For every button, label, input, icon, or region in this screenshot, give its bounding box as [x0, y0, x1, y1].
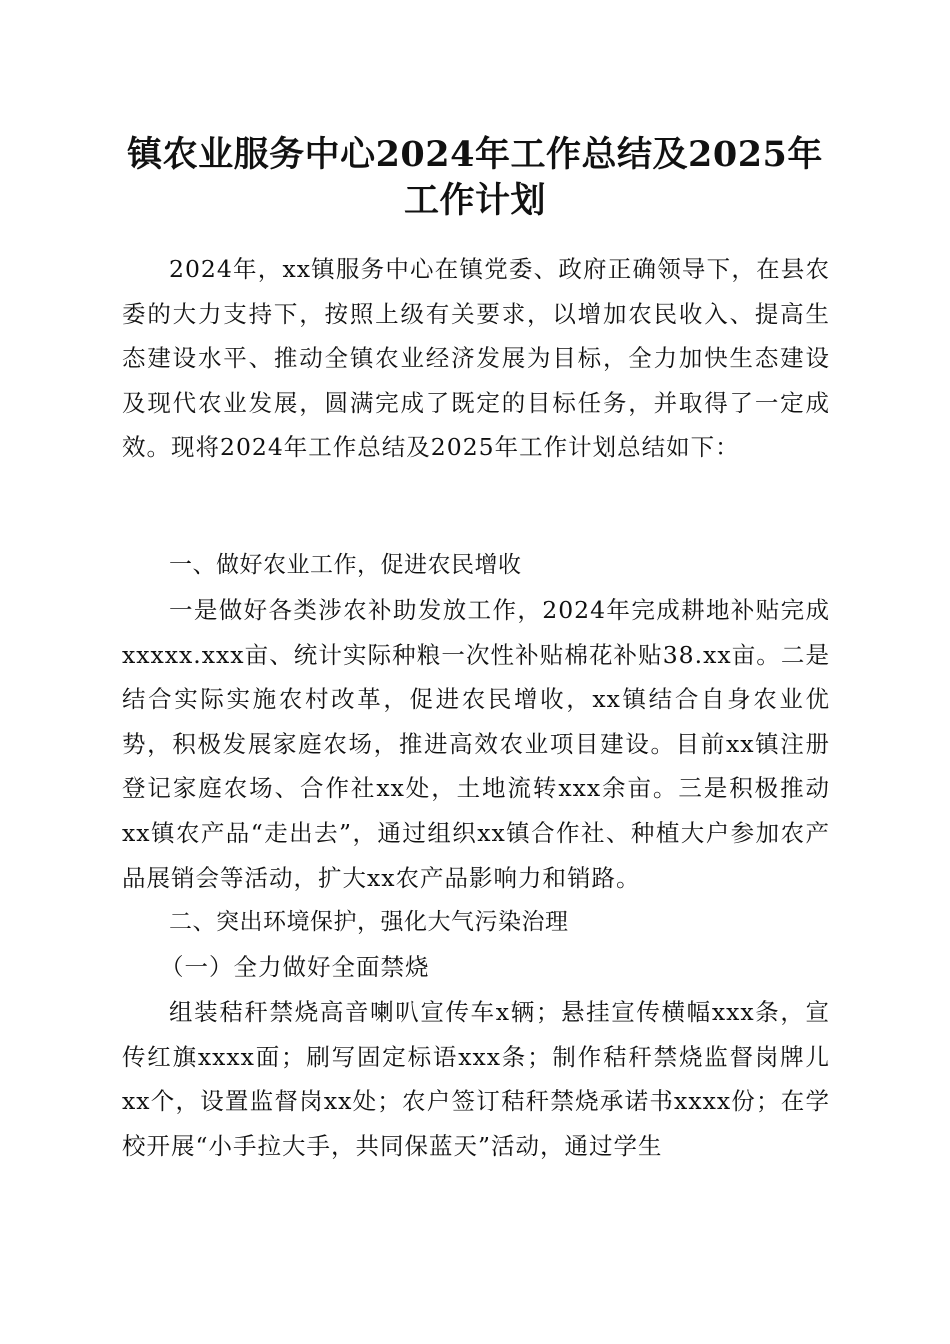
section-2-heading: 二、突出环境保护，强化大气污染治理: [169, 909, 569, 935]
intro-paragraph: 2024年，xx镇服务中心在镇党委、政府正确领导下，在县农委的大力支持下，按照上级有关要求，以增加农民收入、提高生态建设水平、推动全镇农业经济发展为目标，全力加快生态建设及现代农业发展，圆满完成了既定的目标任务，并取得了一定成效。现将2024年工作总结及2025年工作计划总结如下：: [122, 255, 830, 462]
section-2-subheading: （一）全力做好全面禁烧: [160, 953, 430, 981]
section-1-paragraph: 一是做好各类涉农补助发放工作，2024年完成耕地补贴完成xxxxx.xxx亩、统计实际种粮一次性补贴棉花补贴38.xx亩。二是结合实际实施农村改革，促进农民增收，xx镇结合自身农业优势，积极发展家庭农场，推进高效农业项目建设。目前xx镇注册登记家庭农场、合作社xx处，土地流转xxx余亩。三是积极推动xx镇农产品“走出去”，通过组织xx镇合作社、种植大户参加农产品展销会等活动，扩大xx农产品影响力和销路。: [122, 596, 830, 892]
section-1-heading: 一、做好农业工作，促进农民增收: [169, 552, 522, 578]
document-title: 镇农业服务中心2024年工作总结及2025年工作计划: [127, 134, 823, 221]
section-2-paragraph: 组装秸秆禁烧高音喇叭宣传车x辆；悬挂宣传横幅xxx条，宣传红旗xxxx面；刷写固定标语xxx条；制作秸秆禁烧监督岗牌儿xx个，设置监督岗xx处；农户签订秸秆禁烧承诺书xxxx份；在学校开展“小手拉大手，共同保蓝天”活动，通过学生: [122, 998, 830, 1160]
